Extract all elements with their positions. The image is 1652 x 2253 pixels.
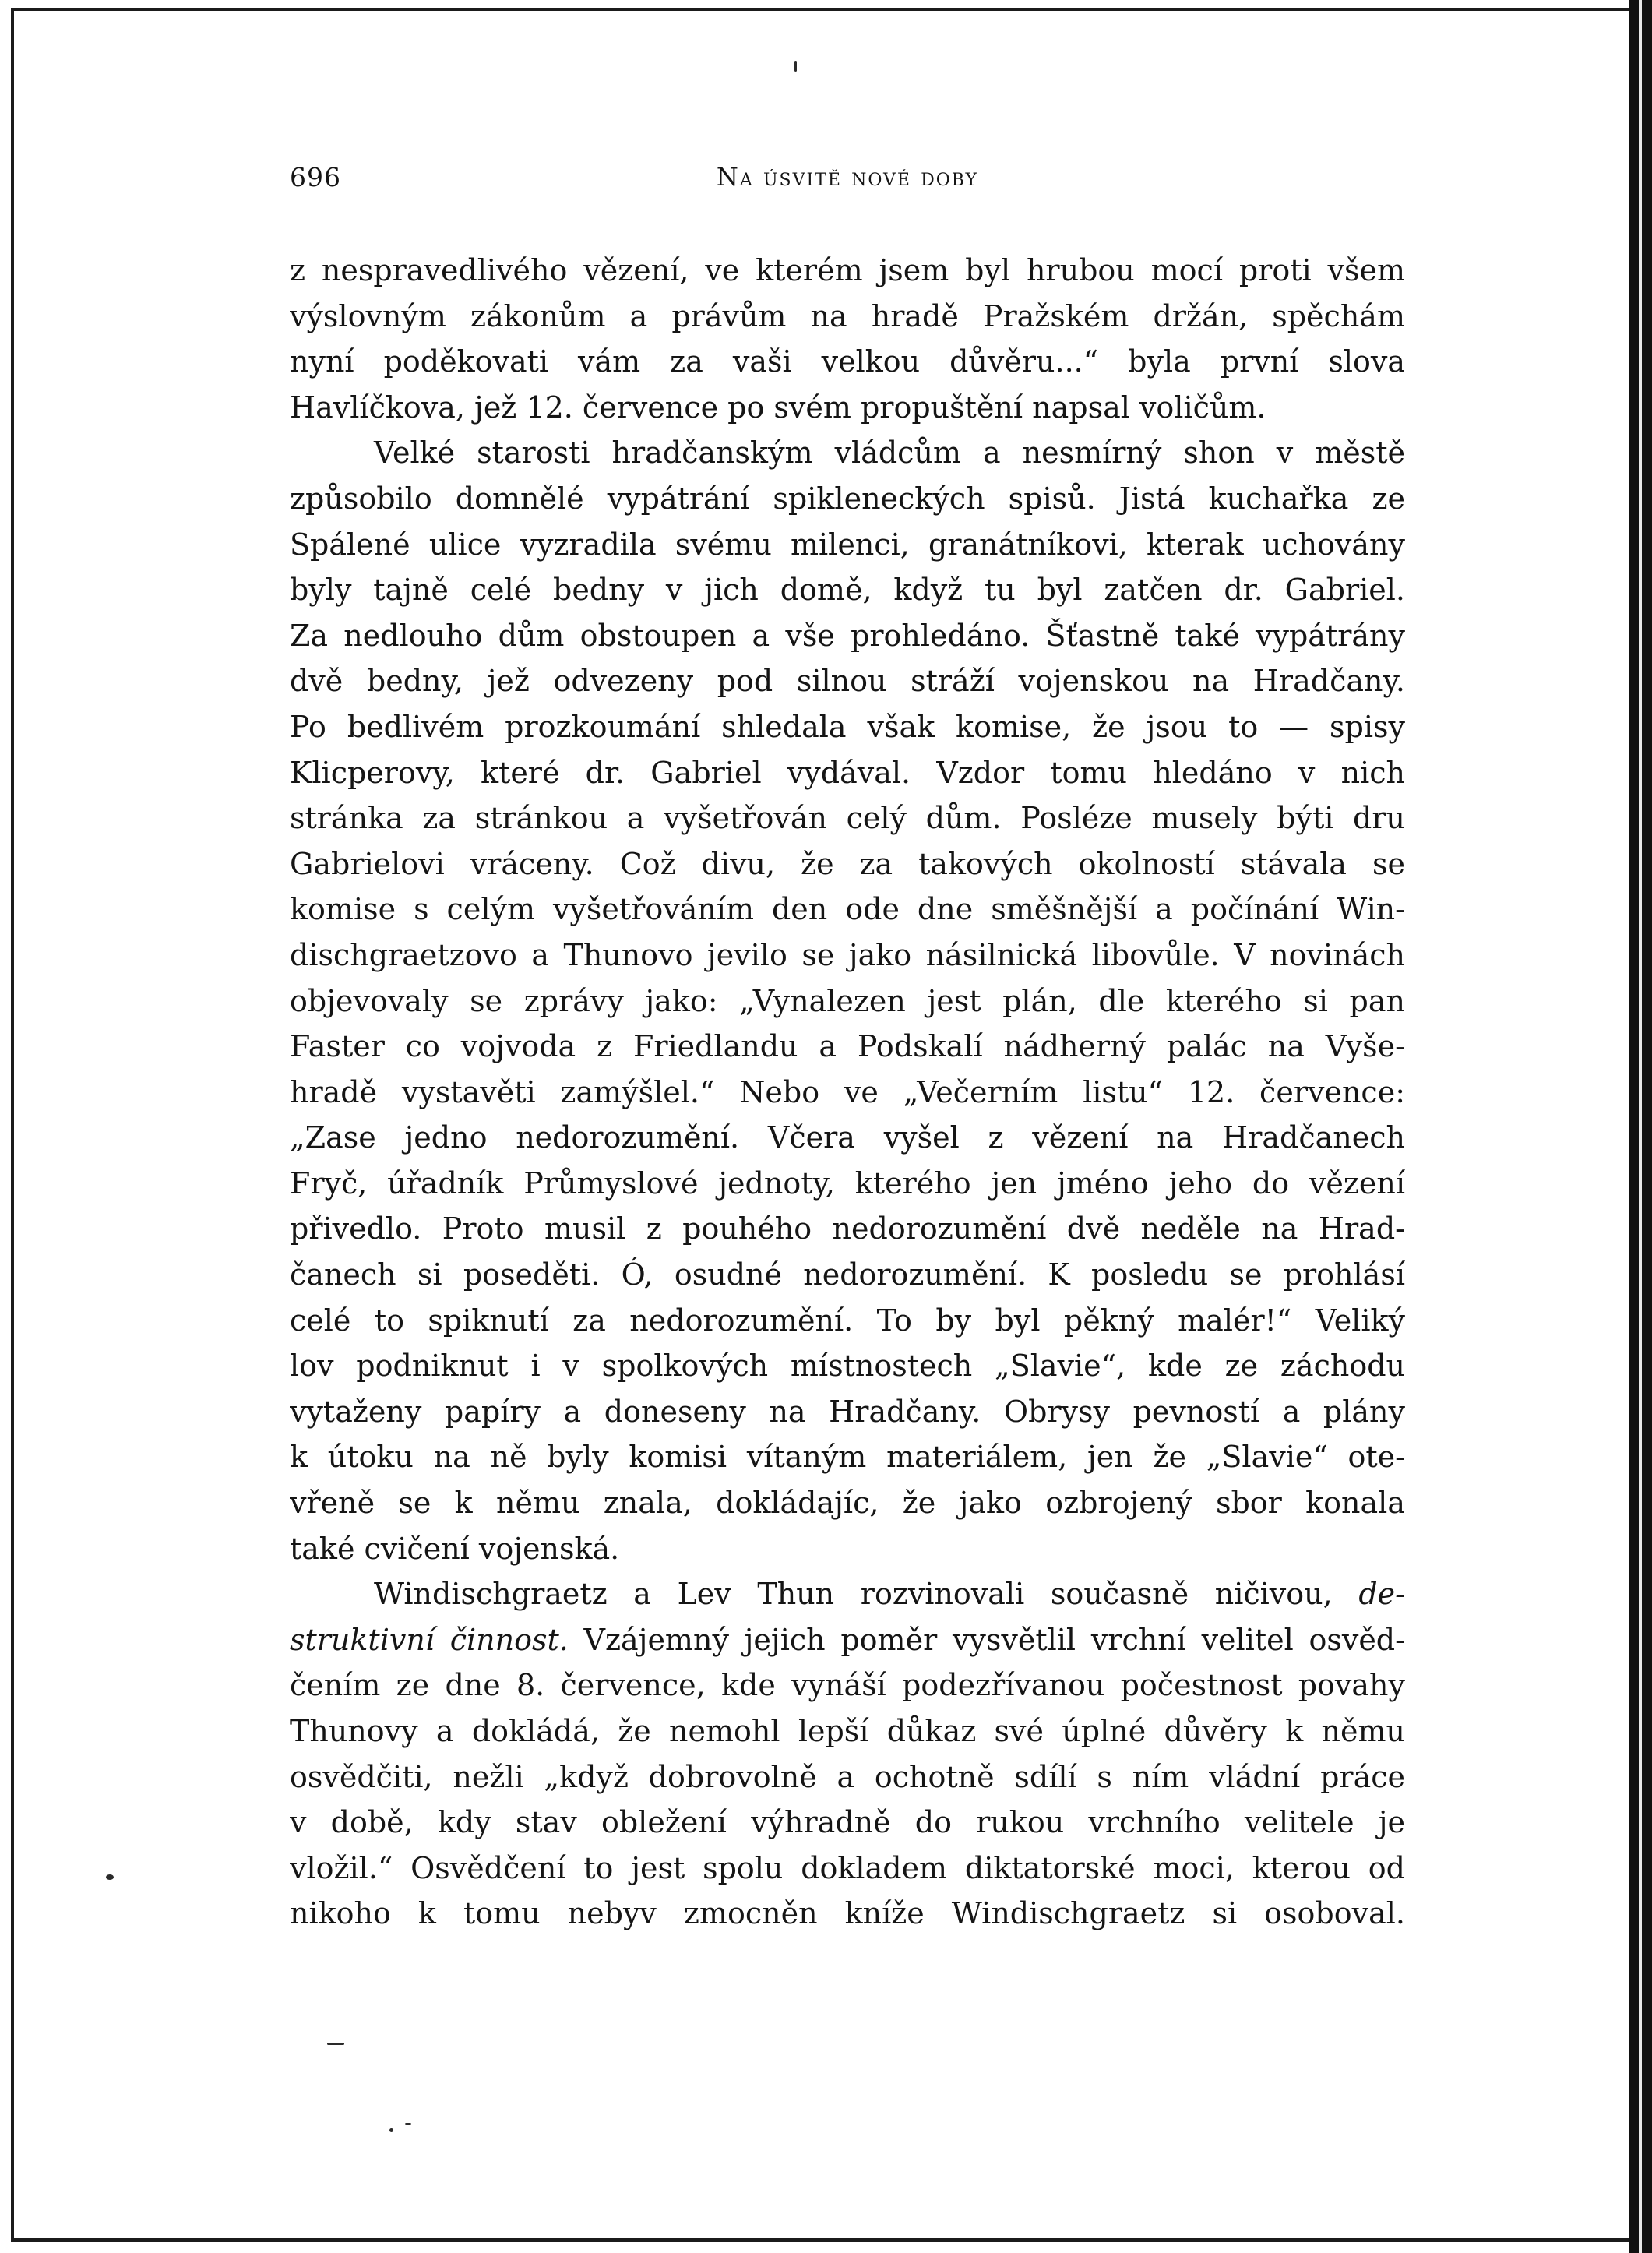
text-line: v době, kdy stav obležení výhradně do rukou vrchního velitele je (290, 1805, 1405, 1840)
text-line: celé to spiknutí za nedorozumění. To by byl pěkný malér!“ Veliký (290, 1303, 1405, 1338)
text-line: výslovným zákonům a právům na hradě Pražském držán, spěchám (290, 298, 1405, 333)
italic-segment: de- (1358, 1577, 1405, 1612)
text-line: Po bedlivém prozkoumání shledala však komise, že jsou to — spisy (290, 709, 1405, 744)
body-text (290, 248, 1405, 1937)
text-line: „Zase jedno nedorozumění. Včera vyšel z vězení na Hradčanech (290, 1120, 1405, 1155)
scan-speck (405, 2123, 411, 2125)
text-line: Thunovy a dokládá, že nemohl lepší důkaz své úplné důvěry k němu (290, 1714, 1405, 1748)
scan-speck (327, 2043, 344, 2045)
text-line: objevovaly se zprávy jako: „Vynalezen jest plán, dle kterého si pan (290, 983, 1405, 1018)
text-segment: Vzájemný jejich poměr vysvětlil vrchní velitel osvěd- (583, 1622, 1405, 1657)
text-line: hradě vystavěti zamýšlel.“ Nebo ve „Večerním listu“ 12. července: (290, 1074, 1405, 1109)
text-line: byly tajně celé bedny v jich domě, když tu byl zatčen dr. Gabriel. (290, 573, 1405, 608)
text-line: Havlíčkova, jež 12. července po svém propuštění napsal voličům. (290, 390, 1266, 425)
text-line: dischgraetzovo a Thunovo jevilo se jako násilnická libovůle. V novinách (290, 937, 1405, 972)
text-line: Klicperovy, které dr. Gabriel vydával. Vzdor tomu hledáno v nich (290, 755, 1405, 790)
text-line: Za nedlouho dům obstoupen a vše prohledáno. Šťastně také vypátrány (290, 618, 1405, 653)
text-line: Spálené ulice vyzradila svému milenci, granátníkovi, kterak uchovány (290, 527, 1405, 562)
text-line: Faster co vojvoda z Friedlandu a Podskalí nádherný palác na Vyše- (290, 1029, 1405, 1064)
scan-speck (794, 61, 797, 72)
text-segment: Windischgraetz a Lev Thun rozvinovali současně ničivou, (374, 1577, 1333, 1612)
scan-speck (106, 1874, 114, 1880)
text-line-mixed (290, 1617, 1405, 1663)
text-line: z nespravedlivého vězení, ve kterém jsem byl hrubou mocí proti všem (290, 253, 1405, 287)
text-line: Velké starosti hradčanským vládcům a nesmírný shon v městě (374, 435, 1405, 471)
text-line: Fryč, úřadník Průmyslové jednoty, kterého jen jméno jeho do vězení (290, 1165, 1405, 1201)
italic-segment: struktivní činnost. (290, 1622, 569, 1657)
text-line: vytaženy papíry a doneseny na Hradčany. Obrysy pevností a plány (290, 1394, 1405, 1429)
text-line: také cvičení vojenská. (290, 1531, 620, 1566)
text-line: nikoho k tomu nebyv zmocněn kníže Windischgraetz si osoboval. (290, 1896, 1405, 1931)
text-line: k útoku na ně byly komisi vítaným materiálem, jen že „Slavie“ ote- (290, 1440, 1405, 1475)
text-line-mixed (290, 1571, 1405, 1617)
text-line: čanech si poseděti. Ó, osudné nedorozumění. K posledu se prohlásí (290, 1257, 1405, 1292)
text-line: nyní poděkovati vám za vaši velkou důvěru...“ byla první slova (290, 344, 1405, 379)
text-line: komise s celým vyšetřováním den ode dne směšnější a počínání Win- (290, 892, 1405, 927)
text-line: lov podniknut i v spolkových místnostech „Slavie“, kde ze záchodu (290, 1349, 1405, 1384)
scan-edge-gap (1639, 0, 1642, 2253)
text-line: osvědčiti, nežli „když dobrovolně a ochotně sdílí s ním vládní práce (290, 1759, 1405, 1794)
text-line: dvě bedny, jež odvezeny pod silnou stráží vojenskou na Hradčany. (290, 664, 1405, 699)
text-line: přivedlo. Proto musil z pouhého nedorozumění dvě neděle na Hrad- (290, 1211, 1405, 1246)
scan-speck (389, 2128, 393, 2132)
text-line: stránka za stránkou a vyšetřován celý dům. Posléze musely býti dru (290, 801, 1405, 836)
text-line: vřeně se k němu znala, dokládajíc, že jako ozbrojený sbor konala (290, 1486, 1405, 1521)
page-number: 696 (290, 162, 341, 192)
text-line: čením ze dne 8. července, kde vynáší podezřívanou počestnost povahy (290, 1668, 1405, 1703)
page-header (290, 162, 1405, 201)
text-line: Gabrielovi vráceny. Což divu, že za takových okolností stávala se (290, 846, 1405, 881)
text-line: vložil.“ Osvědčení to jest spolu dokladem diktatorské moci, kterou od (290, 1850, 1405, 1885)
running-title: Na úsvitě nové doby (716, 162, 979, 192)
text-line: způsobilo domnělé vypátrání spikleneckých spisů. Jistá kuchařka ze (290, 481, 1405, 516)
